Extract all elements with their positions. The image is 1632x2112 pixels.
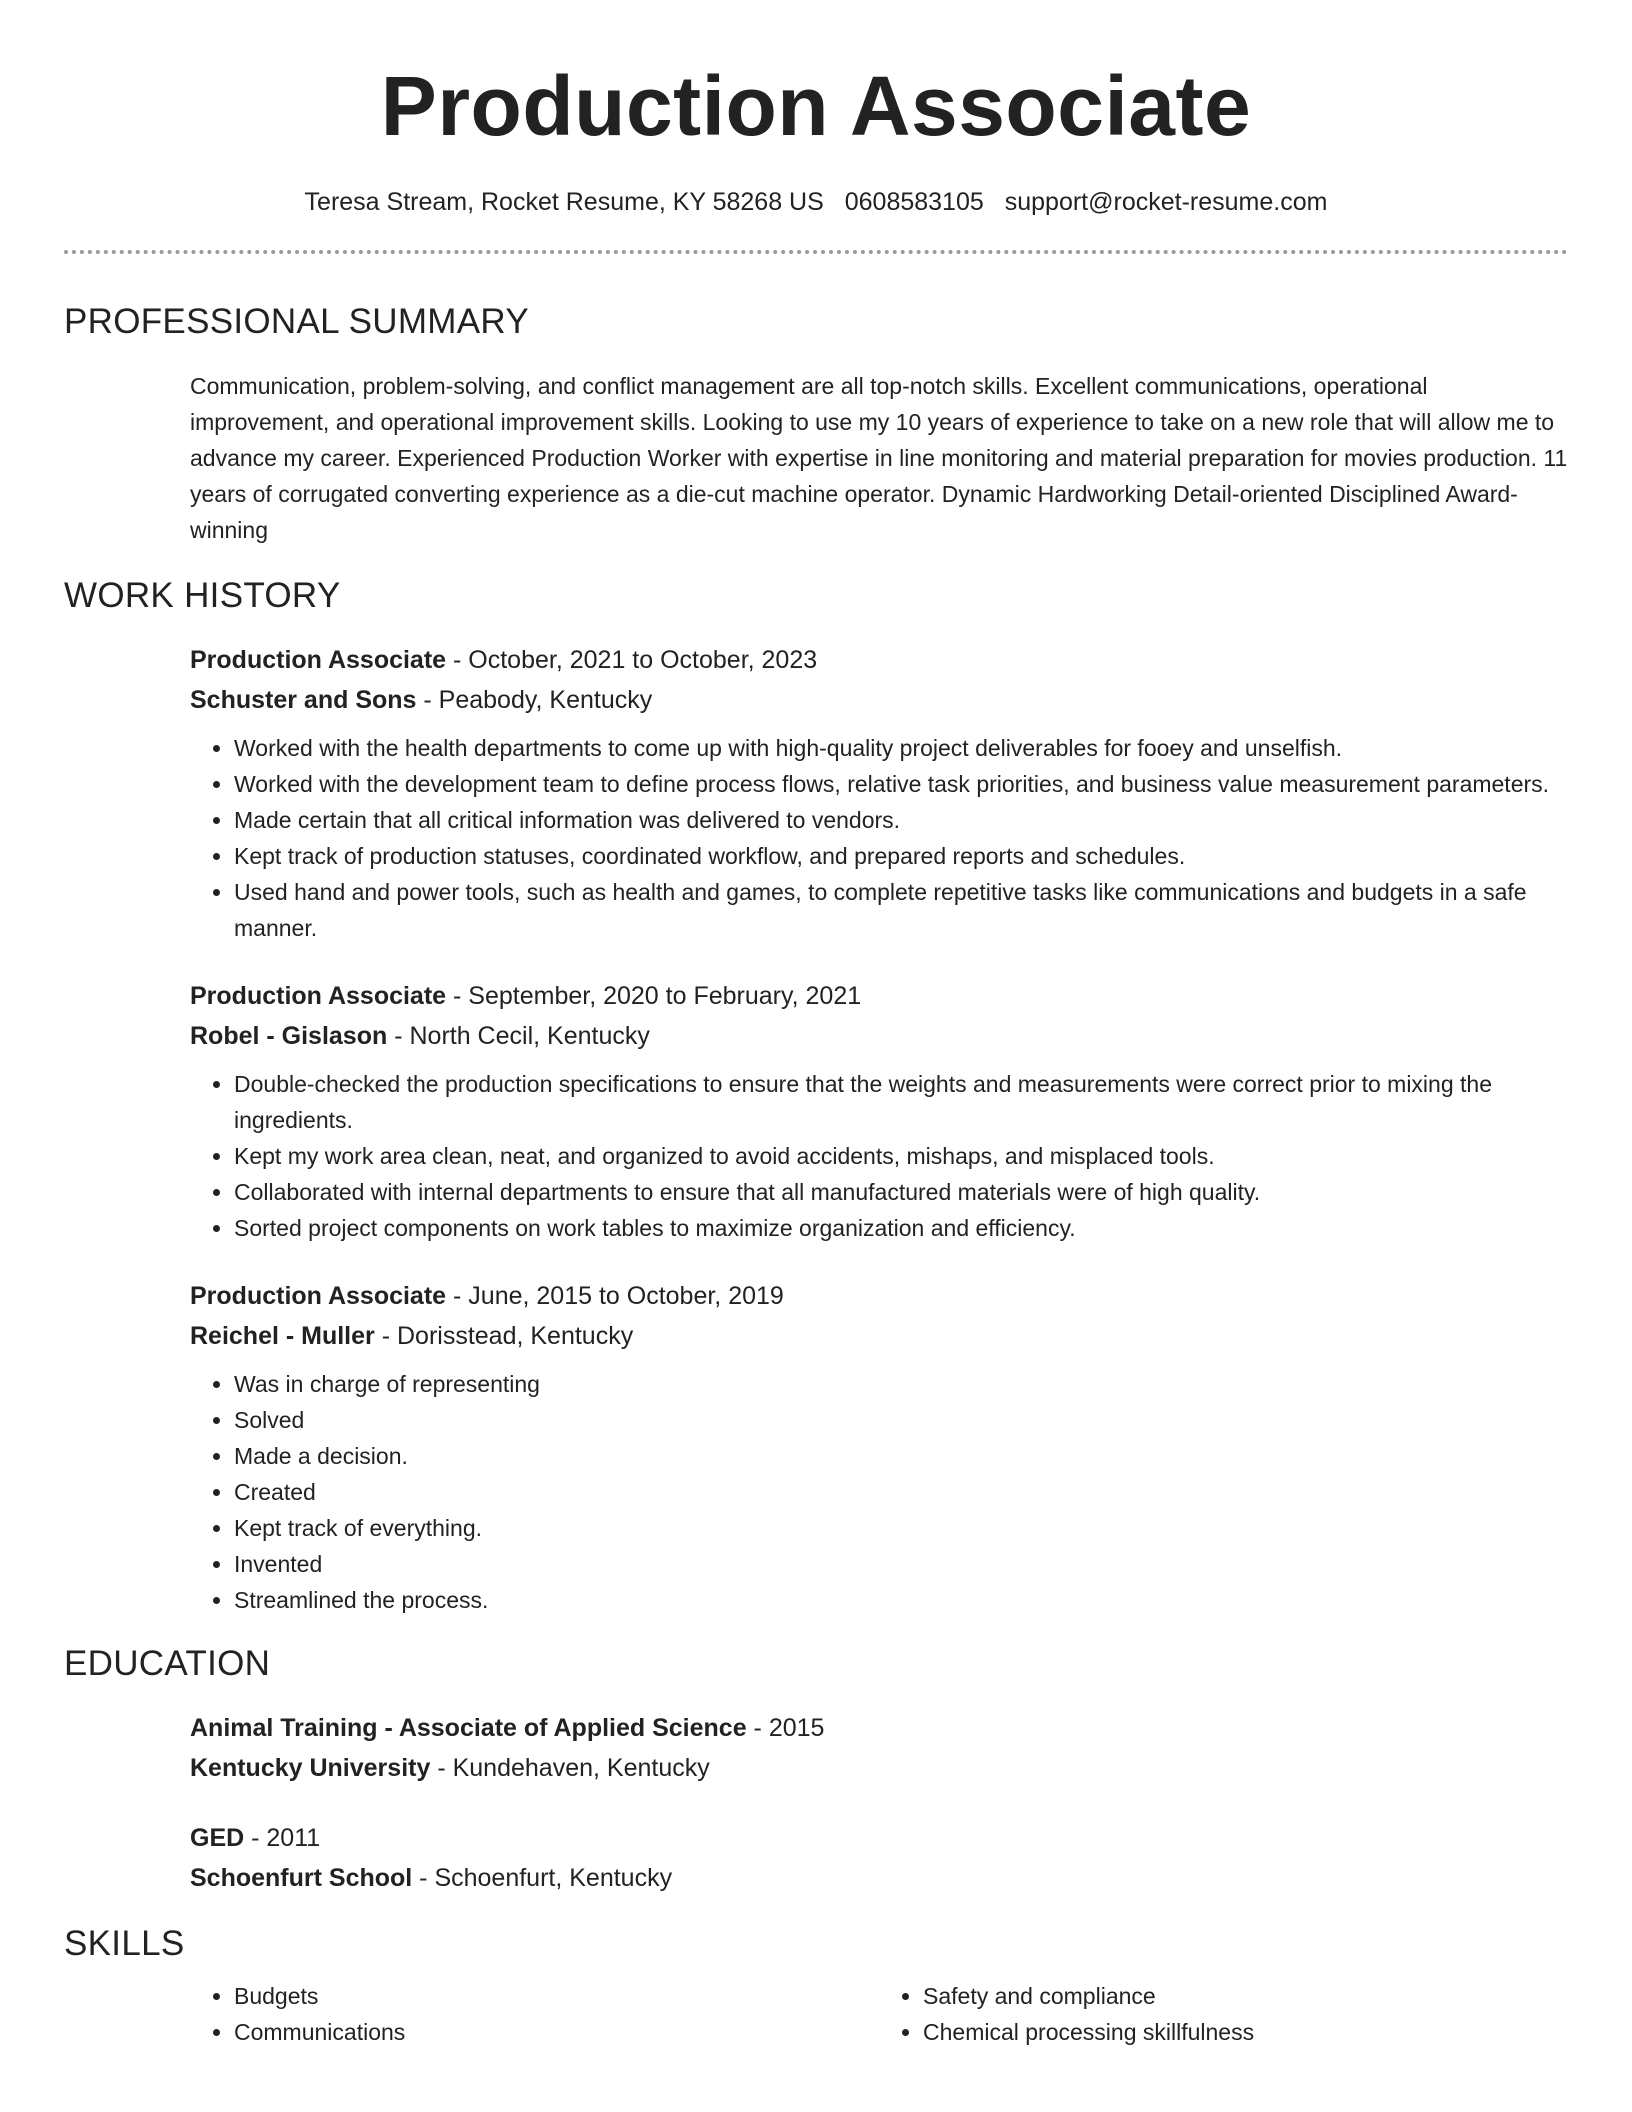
education-school: Kentucky University <box>190 1754 431 1782</box>
skill-item: • Safety and compliance <box>923 1978 1568 2014</box>
education-degree-line <box>190 1818 1568 1858</box>
job-bullets <box>190 1066 1568 1246</box>
education-heading: EDUCATION <box>64 1644 271 1683</box>
job-location: - North Cecil, Kentucky <box>387 1022 650 1050</box>
job-role: Production Associate <box>190 982 447 1010</box>
job-dates: - September, 2020 to February, 2021 <box>446 982 862 1010</box>
education-school-line <box>190 1858 1568 1898</box>
job-entry <box>190 976 1568 1246</box>
job-bullets <box>190 730 1568 946</box>
job-bullet: • Kept my work area clean, neat, and organized to avoid accidents, mishaps, and misplaced tools. <box>234 1138 1568 1174</box>
education-school: Schoenfurt School <box>190 1864 413 1892</box>
job-role: Production Associate <box>190 646 447 674</box>
job-bullet: • Collaborated with internal departments to ensure that all manufactured materials were of high quality. <box>234 1174 1568 1210</box>
job-bullet: • Kept track of production statuses, coordinated workflow, and prepared reports and schedules. <box>234 838 1568 874</box>
resume-name: Production Associate <box>380 59 1252 153</box>
contact-address: Teresa Stream, Rocket Resume, KY 58268 US <box>304 188 824 216</box>
job-title-line <box>190 976 1568 1016</box>
job-bullet: • Was in charge of representing <box>234 1366 1568 1402</box>
skill-item: • Budgets <box>234 1978 879 2014</box>
job-dates: - June, 2015 to October, 2019 <box>446 1282 784 1310</box>
skills-column-left <box>190 1978 879 2050</box>
education-school-line <box>190 1748 1568 1788</box>
job-company: Schuster and Sons <box>190 686 417 714</box>
job-bullet: • Worked with the health departments to come up with high-quality project deliverables for fooey and unselfish. <box>234 730 1568 766</box>
education-degree-line <box>190 1708 1568 1748</box>
job-title-line <box>190 1276 1568 1316</box>
job-bullet: • Sorted project components on work tables to maximize organization and efficiency. <box>234 1210 1568 1246</box>
job-company-line <box>190 680 1568 720</box>
skills-heading: SKILLS <box>64 1924 185 1963</box>
education-year: - 2011 <box>244 1824 321 1852</box>
job-dates: - October, 2021 to October, 2023 <box>446 646 818 674</box>
skill-item: • Communications <box>234 2014 879 2050</box>
education-list <box>190 1708 1568 1898</box>
job-bullet: • Invented <box>234 1546 1568 1582</box>
summary-heading: PROFESSIONAL SUMMARY <box>64 302 529 341</box>
job-bullet: • Double-checked the production specifications to ensure that the weights and measurements were correct prior to mixing the ingredients. <box>234 1066 1568 1138</box>
header-divider <box>64 250 1568 254</box>
education-year: - 2015 <box>746 1714 825 1742</box>
work-history-list <box>190 640 1568 1618</box>
contact-line <box>64 186 1568 218</box>
contact-email: support@rocket-resume.com <box>1004 188 1328 216</box>
contact-phone: 0608583105 <box>844 188 984 216</box>
skill-item: • Chemical processing skillfulness <box>923 2014 1568 2050</box>
work-history-heading: WORK HISTORY <box>64 576 341 615</box>
skills-column-right <box>879 1978 1568 2050</box>
education-location: - Schoenfurt, Kentucky <box>412 1864 673 1892</box>
job-bullet: • Kept track of everything. <box>234 1510 1568 1546</box>
job-bullet: • Solved <box>234 1402 1568 1438</box>
job-company-line <box>190 1316 1568 1356</box>
job-title-line <box>190 640 1568 680</box>
job-company: Reichel - Muller <box>190 1322 375 1350</box>
education-degree: GED <box>190 1824 245 1852</box>
job-company: Robel - Gislason <box>190 1022 388 1050</box>
job-bullet: • Made certain that all critical information was delivered to vendors. <box>234 802 1568 838</box>
education-entry <box>190 1708 1568 1788</box>
job-bullets <box>190 1366 1568 1618</box>
job-company-line <box>190 1016 1568 1056</box>
job-location: - Peabody, Kentucky <box>416 686 653 714</box>
education-entry <box>190 1818 1568 1898</box>
education-degree: Animal Training - Associate of Applied Science <box>190 1714 747 1742</box>
job-bullet: • Made a decision. <box>234 1438 1568 1474</box>
job-entry <box>190 1276 1568 1618</box>
job-role: Production Associate <box>190 1282 447 1310</box>
job-location: - Dorisstead, Kentucky <box>374 1322 634 1350</box>
job-entry <box>190 640 1568 946</box>
job-bullet: • Worked with the development team to define process flows, relative task priorities, and business value measurement parameters. <box>234 766 1568 802</box>
education-location: - Kundehaven, Kentucky <box>430 1754 710 1782</box>
summary-text: Communication, problem-solving, and conflict management are all top-notch skills. Excellent communications, operational improvement, and operational improvement skills. Looking to use my 10 years of experience to take on a new role that will allow me to advance my career. Experienced Production Worker with expertise in line monitoring and material preparation for movies production. 11 years of corrugated converting experience as a die-cut machine operator. Dynamic Hardworking Detail-oriented Disciplined Award-winning <box>190 373 1568 543</box>
job-bullet: • Used hand and power tools, such as health and games, to complete repetitive tasks like communications and budgets in a safe manner. <box>234 874 1568 946</box>
skills-grid <box>190 1978 1568 2050</box>
job-bullet: • Streamlined the process. <box>234 1582 1568 1618</box>
job-bullet: • Created <box>234 1474 1568 1510</box>
